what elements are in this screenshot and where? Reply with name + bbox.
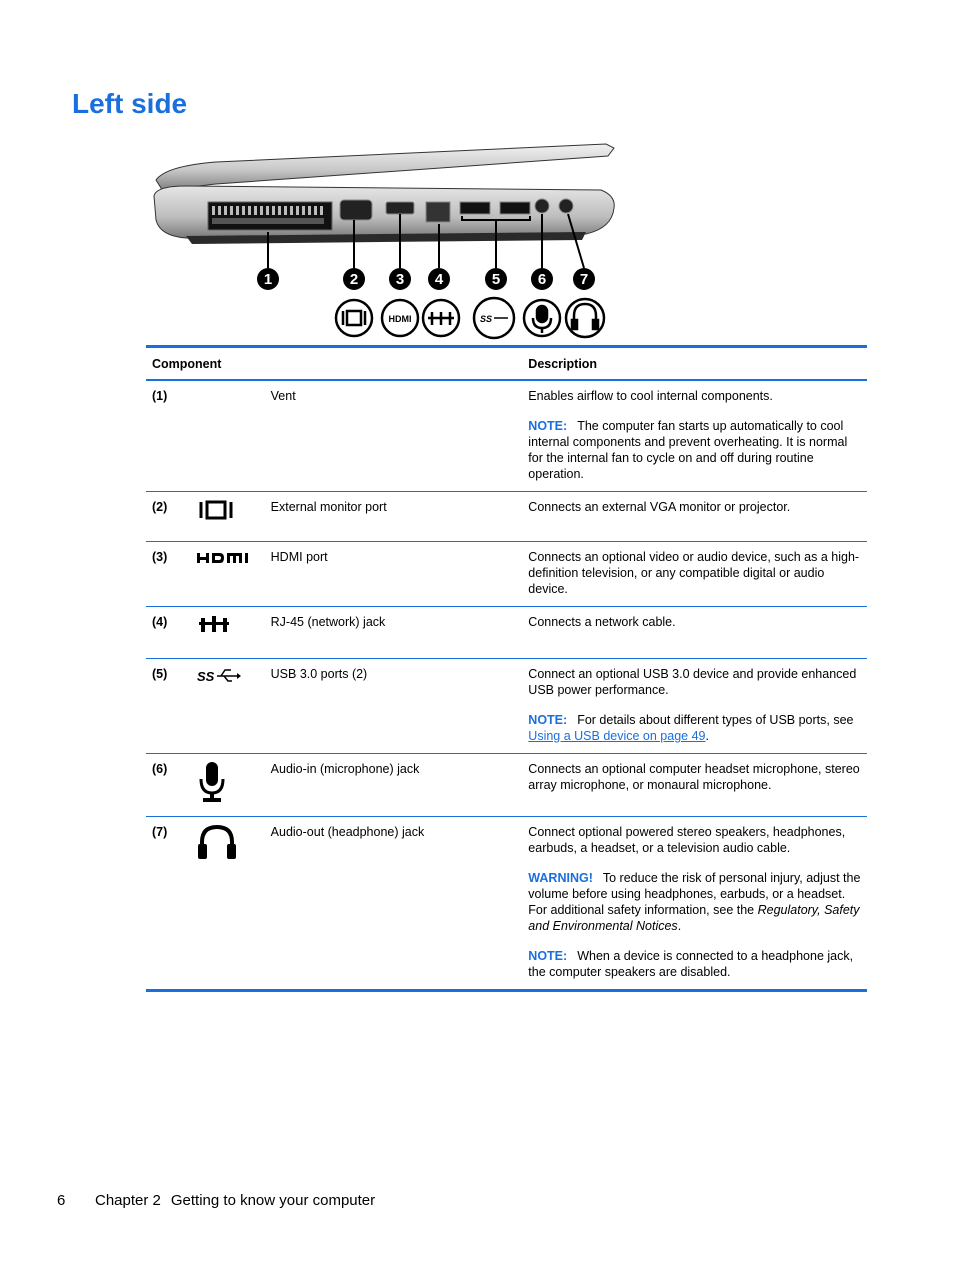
description-text: Connects a network cable. bbox=[528, 615, 676, 629]
note-label: NOTE: bbox=[528, 713, 568, 727]
monitor-port-icon bbox=[336, 300, 372, 336]
component-description bbox=[522, 817, 867, 991]
description-text: Connects an external VGA monitor or projector. bbox=[528, 500, 791, 514]
page-number: 6 bbox=[57, 1192, 66, 1209]
component-name: HDMI port bbox=[265, 542, 523, 607]
chapter-title: Getting to know your computer bbox=[170, 1192, 376, 1209]
warning-text: To reduce the risk of personal injury, adjust the volume before using headphones, earbuds, or a headset. For additional safety information, see the bbox=[528, 871, 861, 917]
row-number: (2) bbox=[146, 492, 191, 542]
usb-superspeed-icon bbox=[474, 298, 514, 338]
row-number: (5) bbox=[146, 659, 191, 754]
description-text: Connects an optional computer headset microphone, stereo array microphone, or monaural microphone. bbox=[528, 762, 860, 792]
component-name: Audio-out (headphone) jack bbox=[265, 817, 523, 991]
row-number: (6) bbox=[146, 754, 191, 817]
warning-label: WARNING! bbox=[528, 871, 593, 885]
component-name: RJ-45 (network) jack bbox=[265, 607, 523, 659]
note-end: . bbox=[705, 729, 709, 743]
header-description: Description bbox=[522, 347, 867, 381]
port-icon-row bbox=[336, 298, 604, 338]
headphone-icon bbox=[566, 299, 604, 337]
warning-end: . bbox=[677, 919, 682, 933]
component-name: Audio-in (microphone) jack bbox=[265, 754, 523, 817]
row-number: (7) bbox=[146, 817, 191, 991]
monitor-port-icon bbox=[197, 499, 237, 521]
note-label: NOTE: bbox=[528, 419, 568, 433]
description-text: Connects an optional video or audio device, such as a high-definition television, or any compatible digital or audio device. bbox=[528, 550, 860, 596]
note bbox=[528, 712, 861, 744]
svg-text:SS: SS bbox=[479, 314, 493, 324]
vent bbox=[208, 202, 332, 230]
component-description bbox=[522, 380, 867, 492]
row-number: (4) bbox=[146, 607, 191, 659]
network-jack-icon bbox=[197, 614, 231, 634]
header-component: Component bbox=[146, 347, 522, 381]
callout-2: 2 bbox=[349, 271, 359, 288]
row-icon-cell bbox=[191, 380, 265, 492]
component-description bbox=[522, 542, 867, 607]
warning-doc-title: Regulatory, Safety and Environmental Notices bbox=[528, 903, 860, 933]
laptop-left-side-figure bbox=[146, 140, 616, 340]
warning bbox=[528, 870, 861, 934]
callout-6: 6 bbox=[537, 271, 547, 288]
component-table bbox=[146, 345, 867, 992]
table-row bbox=[146, 492, 867, 542]
component-description bbox=[522, 492, 867, 542]
usb-device-link[interactable]: Using a USB device on page 49 bbox=[528, 729, 706, 743]
table-row bbox=[146, 754, 867, 817]
note bbox=[528, 948, 861, 980]
description-text: Connect optional powered stereo speakers, headphones, earbuds, a headset, or a television audio cable. bbox=[528, 825, 846, 855]
component-description bbox=[522, 659, 867, 754]
svg-text:SS: SS bbox=[196, 669, 215, 684]
component-name: Vent bbox=[265, 380, 523, 492]
page-title: Left side bbox=[72, 88, 188, 119]
hdmi-icon bbox=[382, 300, 418, 336]
note-label: NOTE: bbox=[528, 949, 568, 963]
callout-5: 5 bbox=[491, 271, 501, 288]
component-name: USB 3.0 ports (2) bbox=[265, 659, 523, 754]
callout-4: 4 bbox=[434, 271, 444, 288]
description-text: Enables airflow to cool internal components. bbox=[528, 389, 773, 403]
note-text: The computer fan starts up automatically to cool internal components and prevent overheating. It is normal for the internal fan to cycle on and off during routine operation. bbox=[528, 419, 848, 481]
component-description bbox=[522, 754, 867, 817]
table-row bbox=[146, 659, 867, 754]
callout-7: 7 bbox=[579, 271, 589, 288]
network-jack-icon bbox=[423, 300, 459, 336]
component-name: External monitor port bbox=[265, 492, 523, 542]
table-row bbox=[146, 542, 867, 607]
hdmi-icon bbox=[197, 549, 253, 567]
note bbox=[528, 418, 861, 482]
callout-3: 3 bbox=[395, 271, 405, 288]
table-row bbox=[146, 380, 867, 492]
table-row bbox=[146, 817, 867, 991]
component-description bbox=[522, 607, 867, 659]
row-number: (1) bbox=[146, 380, 191, 492]
page-footer bbox=[57, 1192, 375, 1209]
callouts bbox=[257, 268, 595, 290]
microphone-icon bbox=[524, 300, 560, 336]
callout-1: 1 bbox=[263, 271, 273, 288]
table-header-row bbox=[146, 347, 867, 381]
svg-text:HDMI: HDMI bbox=[388, 314, 412, 324]
note-text: For details about different types of USB ports, see bbox=[577, 713, 854, 727]
chapter-label: Chapter 2 bbox=[95, 1192, 161, 1209]
usb-superspeed-icon bbox=[197, 666, 241, 686]
description-text: Connect an optional USB 3.0 device and provide enhanced USB power performance. bbox=[528, 667, 857, 697]
headphone-icon bbox=[197, 824, 237, 860]
note-text: When a device is connected to a headphone jack, the computer speakers are disabled. bbox=[528, 949, 854, 979]
table-row bbox=[146, 607, 867, 659]
row-number: (3) bbox=[146, 542, 191, 607]
microphone-icon bbox=[197, 761, 227, 803]
